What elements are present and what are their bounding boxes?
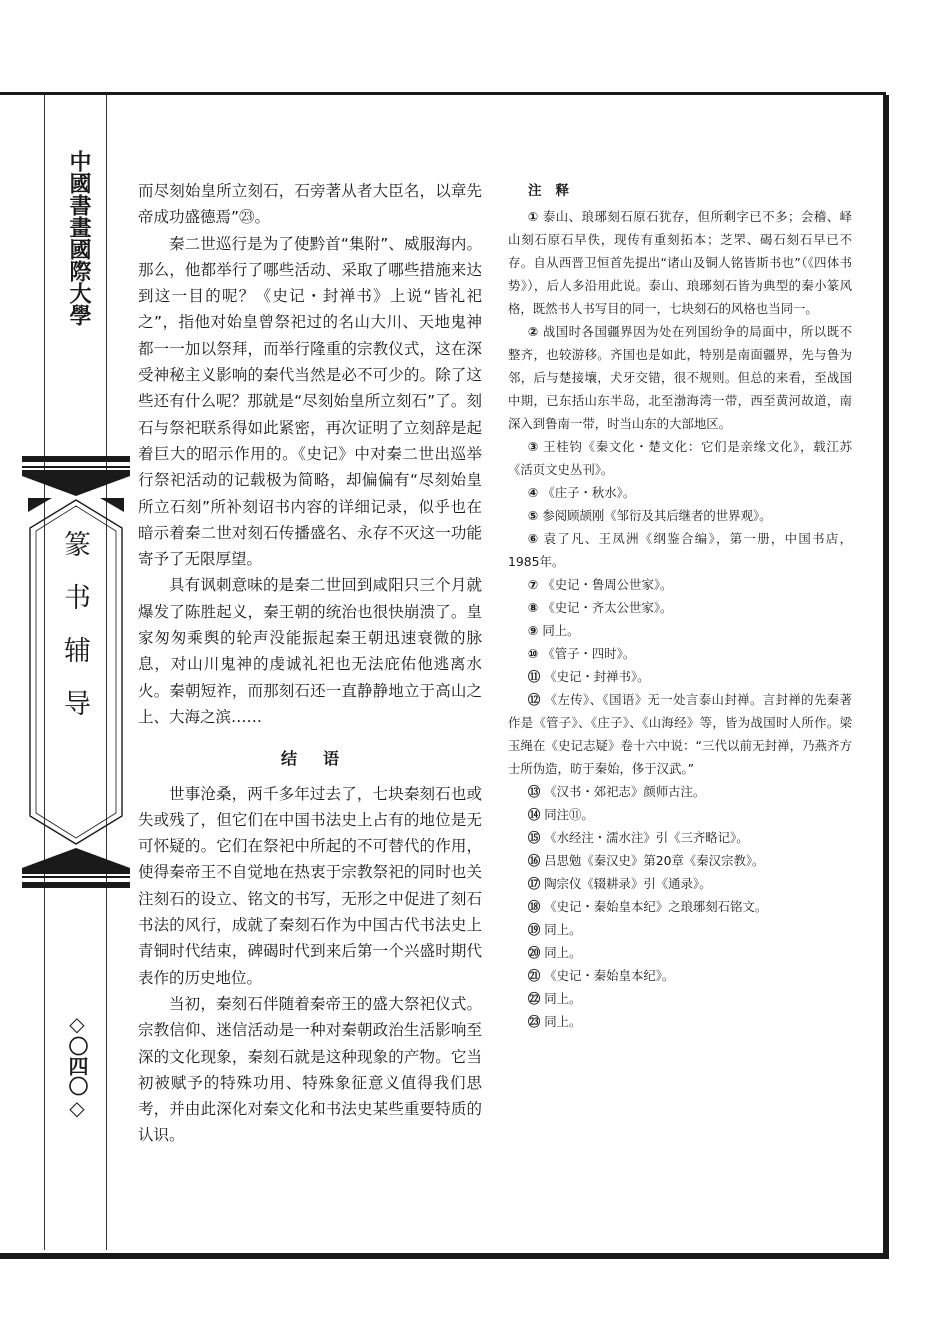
- note-text: 袁了凡、王凤洲《纲鉴合编》，第一册，中国书店，1985年。: [508, 531, 852, 569]
- emblem-bottom-chevron: [22, 848, 130, 874]
- note-text: 同上。: [542, 623, 580, 638]
- book-title: 篆书辅导: [59, 530, 90, 742]
- note-text: 《汉书・郊祀志》颜师古注。: [544, 784, 706, 799]
- note-number: ⑧: [527, 600, 539, 615]
- note-text: 《史记・鲁周公世家》。: [542, 577, 673, 592]
- notes-column: [508, 180, 852, 1033]
- note-text: 《史记・齐太公世家》。: [542, 600, 673, 615]
- note-text: 《管子・四时》。: [542, 646, 636, 661]
- note-number: ⑩: [527, 646, 539, 661]
- note-item: [508, 964, 852, 987]
- note-number: ⑬: [527, 784, 541, 799]
- note-text: 《史记・封禅书》。: [544, 669, 650, 684]
- note-text: 泰山、琅琊刻石原石犹存，但所剩字已不多；会稽、峄山刻石原石早佚，现传有重刻拓本；芝罘、碣石刻石早已不存。自从西晋卫恒首先提出“诸山及铜人铭皆斯书也”（《四体书势》），后人多沿用此说。泰山、琅琊刻石皆为典型的秦小篆风格，既然书人书写目的同一，七块刻石的风格也当同一。: [508, 209, 853, 316]
- notes-heading: 注释: [528, 183, 583, 199]
- note-text: 同注⑪。: [544, 807, 594, 822]
- note-item: [508, 481, 852, 504]
- note-item: [508, 665, 852, 688]
- note-number: ②: [527, 324, 539, 339]
- note-item: [508, 596, 852, 619]
- note-item: [508, 504, 852, 527]
- note-text: 同上。: [544, 1014, 582, 1029]
- note-number: ⑥: [527, 531, 540, 546]
- note-item: [508, 688, 852, 780]
- note-number: ⑦: [527, 577, 539, 592]
- note-item: [508, 803, 852, 826]
- main-text-column: [138, 178, 482, 1149]
- note-number: ⑤: [527, 508, 539, 523]
- notes-list: [508, 205, 852, 1033]
- note-number: ①: [527, 209, 539, 224]
- note-item: [508, 918, 852, 941]
- note-item: [508, 987, 852, 1010]
- note-number: ⑫: [527, 692, 541, 707]
- paragraph: 具有讽刺意味的是秦二世回到咸阳只三个月就爆发了陈胜起义，秦王朝的统治也很快崩溃了。皇家匆匆乘舆的轮声没能振起秦王朝迅速衰微的脉息，对山川鬼神的虔诚礼祀也无法庇佑他逃离水火。秦朝短祚，而那刻石还一直静静地立于高山之上、大海之滨……: [138, 576, 482, 726]
- note-number: ⑭: [527, 807, 541, 822]
- note-number: ④: [527, 485, 539, 500]
- note-number: ⑯: [527, 853, 541, 868]
- note-number: ⑱: [527, 899, 541, 914]
- note-text: 同上。: [544, 991, 582, 1006]
- series-title: 中國書畫國際大學: [66, 150, 92, 326]
- note-text: 战国时各国疆界因为处在列国纷争的局面中，所以既不整齐，也较游移。齐国也是如此，特别是南面疆界，先与鲁为邻，后与楚接壤，犬牙交错，很不规则。但总的来看，至战国中期，已东括山东半岛，北至渤海湾一带，西至黄河故道，南深入到鲁南一带，时当山东的大部地区。: [508, 324, 853, 431]
- note-item: [508, 895, 852, 918]
- emblem-top-chevron: [22, 470, 130, 496]
- note-item: [508, 1010, 852, 1033]
- note-text: 同上。: [544, 945, 582, 960]
- page-number: ◇〇四〇◇: [65, 1012, 89, 1120]
- note-text: 陶宗仪《辍耕录》引《通录》。: [544, 876, 712, 891]
- note-number: ⑨: [527, 623, 539, 638]
- emblem-top-bar: [22, 456, 130, 462]
- note-item: [508, 780, 852, 803]
- paragraph: 当初，秦刻石伴随着秦帝王的盛大祭祀仪式。宗教信仰、迷信活动是一种对秦朝政治生活影响至深的文化现象，秦刻石就是这种现象的产物。它当初被赋予的特殊功用、特殊象征意义值得我们思考，并由此深化对秦文化和书法史某些重要特质的认识。: [138, 994, 482, 1145]
- note-text: 《庄子・秋水》。: [542, 485, 636, 500]
- note-text: 《水经注・濡水注》引《三齐略记》。: [544, 830, 749, 845]
- note-number: ㉒: [527, 991, 541, 1006]
- note-item: [508, 619, 852, 642]
- note-number: ㉓: [527, 1014, 541, 1029]
- note-item: [508, 205, 852, 320]
- note-item: [508, 872, 852, 895]
- note-item: [508, 573, 852, 596]
- paragraph: 世事沧桑，两千多年过去了，七块秦刻石也或失或残了，但它们在中国书法史上占有的地位是无可怀疑的。它们在祭祀中所起的不可替代的作用，使得秦帝王不自觉地在热衷于宗教祭祀的同时也关注刻石的设立、铭文的书写，无形之中促进了刻石书法的风行，成就了秦刻石作为中国古代书法史上青铜时代结束，碑碣时代到来后第一个兴盛时期代表作的历史地位。: [138, 784, 482, 987]
- emblem-bottom-rule: [22, 876, 130, 878]
- note-text: 吕思勉《秦汉史》第20章《秦汉宗教》。: [544, 853, 765, 868]
- note-text: 《左传》、《国语》无一处言泰山封禅。言封禅的先秦著作是《管子》、《庄子》、《山海经》等，皆为战国时人所作。梁玉绳在《史记志疑》卷十六中说：“三代以前无封禅，乃燕齐方士所伪造，昉于秦始，侈于汉武。”: [508, 692, 852, 776]
- note-item: [508, 527, 852, 573]
- note-number: ⑮: [527, 830, 541, 845]
- note-text: 参阅顾颉刚《邹衍及其后继者的世界观》。: [542, 508, 772, 523]
- note-number: ⑲: [527, 922, 541, 937]
- section-heading: 结语: [280, 749, 365, 769]
- note-item: [508, 941, 852, 964]
- note-item: [508, 320, 852, 435]
- emblem-top-rule: [22, 466, 130, 468]
- paragraph: 而尽刻始皇所立刻石，石旁著从者大臣名，以章先帝成功盛德焉”㉓。: [138, 182, 482, 227]
- note-number: ⑪: [527, 669, 541, 684]
- note-number: ⑳: [527, 945, 541, 960]
- note-number: ⑰: [527, 876, 541, 891]
- note-text: 《史记・秦始皇本纪》。: [544, 968, 675, 983]
- note-text: 《史记・秦始皇本纪》之琅琊刻石铭文。: [544, 899, 768, 914]
- emblem-bottom-bar: [22, 882, 130, 888]
- note-text: 王桂钧《秦文化・楚文化：它们是亲缘文化》，载江苏《活页文史丛刊》。: [508, 439, 852, 477]
- note-item: [508, 849, 852, 872]
- note-item: [508, 826, 852, 849]
- note-item: [508, 642, 852, 665]
- note-number: ③: [527, 439, 540, 454]
- note-text: 同上。: [544, 922, 582, 937]
- note-number: ㉑: [527, 968, 541, 983]
- paragraph: 秦二世巡行是为了使黔首“集附”、威服海内。那么，他都举行了哪些活动、采取了哪些措施来达到这一目的呢？《史记・封禅书》上说“皆礼祀之”，指他对始皇曾祭祀过的名山大川、天地鬼神都一一加以祭拜，而举行隆重的宗教仪式，这在深受神秘主义影响的秦代当然是必不可少的。除了这些还有什么呢？那就是“尽刻始皇所立刻石”了。刻石与祭祀联系得如此紧密，再次证明了立刻辞是起着巨大的昭示作用的。《史记》中对秦二世出巡举行祭祀活动的记载极为简略，却偏偏有“尽刻始皇所立石刻”所补刻诏书内容的详细记录，似乎也在暗示着秦二世对刻石传播盛名、永存不灭这一功能寄予了无限厚望。: [138, 234, 482, 569]
- note-item: [508, 435, 852, 481]
